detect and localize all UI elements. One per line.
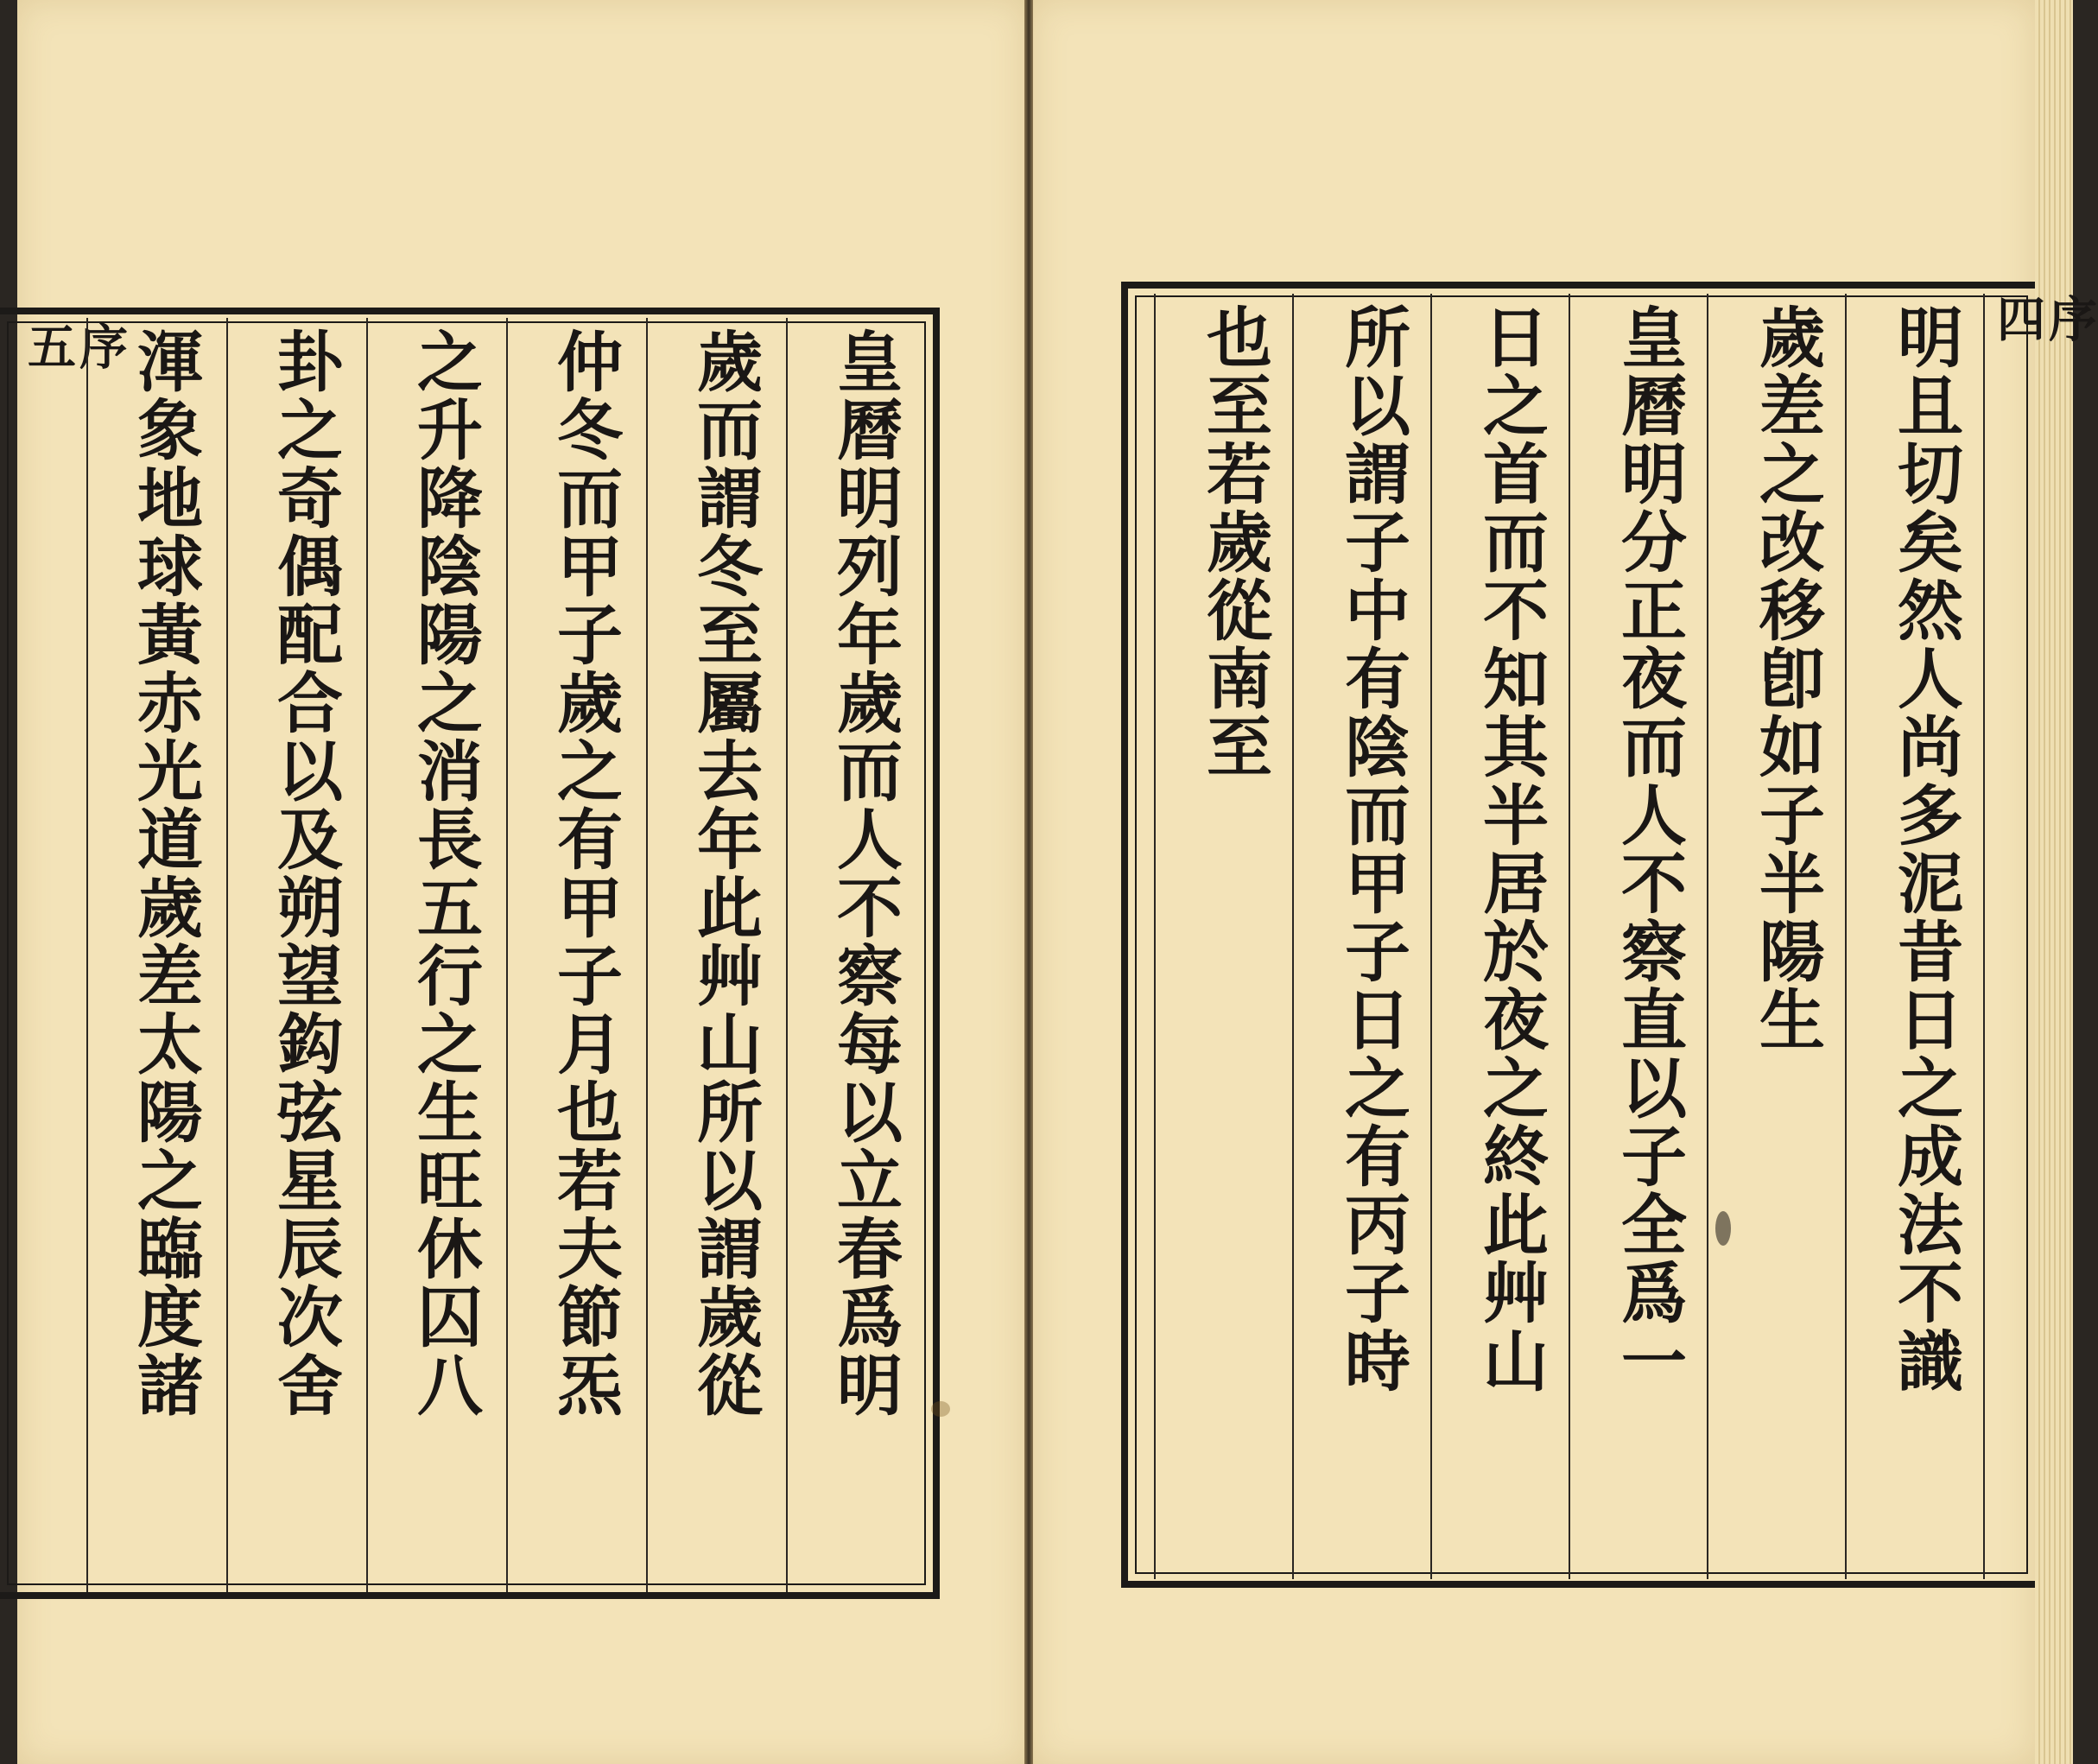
glyph: 歲 — [697, 324, 763, 401]
glyph: 從 — [697, 1348, 763, 1425]
glyph: 休 — [417, 1211, 483, 1288]
glyph: 其 — [1483, 709, 1549, 786]
glyph: 終 — [1483, 1119, 1549, 1196]
glyph: 半 — [1759, 846, 1825, 923]
glyph: 直 — [1621, 982, 1687, 1059]
glyph: 至 — [1207, 709, 1272, 786]
glyph: 差 — [137, 938, 203, 1015]
glyph: 艸 — [1483, 1255, 1549, 1332]
glyph: 尚 — [1898, 709, 1963, 786]
glyph: 以 — [1621, 1050, 1687, 1127]
glyph: 諸 — [137, 1348, 203, 1425]
column-rule — [86, 318, 88, 1592]
glyph: 鈎 — [277, 1006, 343, 1083]
glyph: 甲 — [557, 529, 623, 606]
glyph: 而 — [1483, 504, 1549, 581]
glyph: 長 — [417, 802, 483, 879]
glyph: 移 — [1759, 573, 1825, 650]
glyph: 偶 — [277, 529, 343, 606]
glyph: 以 — [697, 1143, 763, 1220]
glyph: 子 — [1345, 914, 1410, 991]
glyph: 首 — [1483, 436, 1549, 513]
left-margin-label — [20, 321, 129, 373]
glyph: 月 — [557, 1006, 623, 1083]
column-rule — [786, 318, 788, 1592]
glyph: 人 — [837, 802, 903, 879]
glyph: 陰 — [1345, 709, 1410, 786]
book-gutter — [1024, 0, 1033, 1764]
glyph: 南 — [1207, 641, 1272, 718]
right-column-5 — [1330, 300, 1425, 1400]
glyph: 識 — [1898, 1323, 1963, 1400]
glyph: 不 — [837, 870, 903, 947]
glyph: 不 — [1898, 1255, 1963, 1332]
left-column-6 — [123, 324, 218, 1425]
glyph: 從 — [1207, 573, 1272, 650]
left-column-1 — [822, 324, 917, 1425]
glyph: 以 — [837, 1075, 903, 1152]
glyph: 卦 — [277, 324, 343, 401]
glyph: 改 — [1759, 504, 1825, 581]
glyph: 所 — [697, 1075, 763, 1152]
left-margin-label-text: 序五 — [20, 321, 129, 370]
column-rule — [506, 318, 508, 1592]
glyph: 皇 — [837, 324, 903, 401]
glyph: 之 — [557, 733, 623, 810]
glyph: 夜 — [1621, 641, 1687, 718]
glyph: 全 — [1621, 1187, 1687, 1264]
glyph: 明 — [1621, 436, 1687, 513]
glyph: 子 — [557, 938, 623, 1015]
glyph: 朔 — [277, 870, 343, 947]
glyph: 明 — [837, 1348, 903, 1425]
glyph: 分 — [1621, 504, 1687, 581]
glyph: 辰 — [277, 1211, 343, 1288]
glyph: 之 — [1483, 1050, 1549, 1127]
glyph: 法 — [1898, 1187, 1963, 1264]
glyph: 泥 — [1898, 846, 1963, 923]
glyph: 至 — [1207, 368, 1272, 445]
glyph: 而 — [837, 733, 903, 810]
column-rule — [1292, 294, 1294, 1579]
glyph: 多 — [1898, 777, 1963, 854]
glyph: 且 — [1898, 368, 1963, 445]
left-column-5 — [263, 324, 358, 1425]
glyph: 明 — [837, 460, 903, 537]
column-rule — [366, 318, 368, 1592]
glyph: 年 — [697, 802, 763, 879]
glyph: 生 — [417, 1075, 483, 1152]
glyph: 陽 — [417, 597, 483, 674]
glyph: 列 — [837, 529, 903, 606]
glyph: 子 — [1621, 1119, 1687, 1196]
glyph: 象 — [137, 392, 203, 469]
glyph: 奇 — [277, 460, 343, 537]
right-column-3 — [1607, 300, 1702, 1400]
glyph: 成 — [1898, 1119, 1963, 1196]
right-column-2 — [1745, 300, 1840, 1059]
glyph: 赤 — [137, 665, 203, 742]
glyph: 如 — [1759, 709, 1825, 786]
glyph: 炁 — [557, 1348, 623, 1425]
right-column-1 — [1883, 300, 1978, 1400]
glyph: 謂 — [697, 1211, 763, 1288]
glyph: 而 — [1621, 709, 1687, 786]
glyph: 此 — [1483, 1187, 1549, 1264]
glyph: 冬 — [557, 392, 623, 469]
glyph: 八 — [417, 1348, 483, 1425]
glyph: 而 — [557, 460, 623, 537]
glyph: 以 — [277, 733, 343, 810]
glyph: 冬 — [697, 529, 763, 606]
glyph: 渾 — [137, 324, 203, 401]
paper-stain — [931, 1401, 950, 1417]
glyph: 爲 — [1621, 1255, 1687, 1332]
glyph: 甲 — [1345, 846, 1410, 923]
glyph: 此 — [697, 870, 763, 947]
glyph: 太 — [137, 1006, 203, 1083]
glyph: 之 — [1898, 1050, 1963, 1127]
glyph: 而 — [697, 392, 763, 469]
glyph: 子 — [1345, 504, 1410, 581]
glyph: 也 — [1207, 300, 1272, 377]
glyph: 昔 — [1898, 914, 1963, 991]
glyph: 半 — [1483, 777, 1549, 854]
glyph: 山 — [1483, 1323, 1549, 1400]
ink-blot — [1715, 1211, 1731, 1246]
glyph: 以 — [1345, 368, 1410, 445]
glyph: 所 — [1345, 300, 1410, 377]
right-column-4 — [1468, 300, 1563, 1400]
glyph: 歲 — [557, 665, 623, 742]
glyph: 之 — [1759, 436, 1825, 513]
glyph: 差 — [1759, 368, 1825, 445]
glyph: 矣 — [1898, 504, 1963, 581]
glyph: 謂 — [697, 460, 763, 537]
glyph: 日 — [1483, 300, 1549, 377]
glyph: 行 — [417, 938, 483, 1015]
column-rule — [226, 318, 228, 1592]
glyph: 然 — [1898, 573, 1963, 650]
glyph: 五 — [417, 870, 483, 947]
glyph: 次 — [277, 1279, 343, 1356]
glyph: 合 — [277, 665, 343, 742]
glyph: 之 — [277, 392, 343, 469]
glyph: 球 — [137, 529, 203, 606]
glyph: 旺 — [417, 1143, 483, 1220]
glyph: 陰 — [417, 529, 483, 606]
glyph: 居 — [1483, 846, 1549, 923]
glyph: 度 — [137, 1279, 203, 1356]
right-margin-label-text: 序四 — [1989, 294, 2098, 342]
glyph: 而 — [1345, 777, 1410, 854]
glyph: 人 — [1621, 777, 1687, 854]
glyph: 之 — [1345, 1050, 1410, 1127]
glyph: 子 — [1759, 777, 1825, 854]
glyph: 日 — [1345, 982, 1410, 1059]
glyph: 及 — [277, 802, 343, 879]
glyph: 歲 — [1759, 300, 1825, 377]
glyph: 夜 — [1483, 982, 1549, 1059]
column-rule — [1154, 294, 1156, 1579]
glyph: 時 — [1345, 1323, 1410, 1400]
glyph: 夫 — [557, 1211, 623, 1288]
glyph: 一 — [1621, 1323, 1687, 1400]
glyph: 升 — [417, 392, 483, 469]
glyph: 知 — [1483, 641, 1549, 718]
glyph: 察 — [1621, 914, 1687, 991]
glyph: 曆 — [837, 392, 903, 469]
glyph: 於 — [1483, 914, 1549, 991]
left-column-2 — [682, 324, 777, 1425]
glyph: 若 — [557, 1143, 623, 1220]
glyph: 每 — [837, 1006, 903, 1083]
glyph: 皇 — [1621, 300, 1687, 377]
glyph: 之 — [137, 1143, 203, 1220]
glyph: 子 — [557, 597, 623, 674]
right-margin-label — [1989, 294, 2098, 346]
glyph: 曆 — [1621, 368, 1687, 445]
right-column-6 — [1192, 300, 1287, 786]
glyph: 之 — [417, 324, 483, 401]
glyph: 望 — [277, 938, 343, 1015]
glyph: 子 — [1345, 1255, 1410, 1332]
glyph: 仲 — [557, 324, 623, 401]
column-rule — [646, 318, 648, 1592]
column-rule — [1430, 294, 1432, 1579]
glyph: 日 — [1898, 982, 1963, 1059]
glyph: 山 — [697, 1006, 763, 1083]
glyph: 光 — [137, 733, 203, 810]
left-column-4 — [402, 324, 498, 1425]
glyph: 切 — [1898, 436, 1963, 513]
glyph: 之 — [417, 665, 483, 742]
glyph: 地 — [137, 460, 203, 537]
glyph: 降 — [417, 460, 483, 537]
glyph: 之 — [417, 1006, 483, 1083]
glyph: 陽 — [1759, 914, 1825, 991]
glyph: 年 — [837, 597, 903, 674]
glyph: 正 — [1621, 573, 1687, 650]
glyph: 去 — [697, 733, 763, 810]
glyph: 立 — [837, 1143, 903, 1220]
glyph: 也 — [557, 1075, 623, 1152]
glyph: 臨 — [137, 1211, 203, 1288]
glyph: 舍 — [277, 1348, 343, 1425]
left-column-3 — [542, 324, 637, 1425]
glyph: 之 — [1483, 368, 1549, 445]
glyph: 若 — [1207, 436, 1272, 513]
column-rule — [1707, 294, 1708, 1579]
glyph: 有 — [557, 802, 623, 879]
column-rule — [1845, 294, 1847, 1579]
glyph: 歲 — [137, 870, 203, 947]
glyph: 歲 — [1207, 504, 1272, 581]
glyph: 弦 — [277, 1075, 343, 1152]
glyph: 不 — [1621, 846, 1687, 923]
glyph: 人 — [1898, 641, 1963, 718]
glyph: 歲 — [697, 1279, 763, 1356]
glyph: 明 — [1898, 300, 1963, 377]
glyph: 黃 — [137, 597, 203, 674]
glyph: 歲 — [837, 665, 903, 742]
glyph: 察 — [837, 938, 903, 1015]
glyph: 艸 — [697, 938, 763, 1015]
glyph: 屬 — [697, 665, 763, 742]
glyph: 爲 — [837, 1279, 903, 1356]
glyph: 有 — [1345, 1119, 1410, 1196]
glyph: 甲 — [557, 870, 623, 947]
glyph: 中 — [1345, 573, 1410, 650]
glyph: 生 — [1759, 982, 1825, 1059]
glyph: 丙 — [1345, 1187, 1410, 1264]
glyph: 消 — [417, 733, 483, 810]
glyph: 陽 — [137, 1075, 203, 1152]
glyph: 有 — [1345, 641, 1410, 718]
glyph: 卽 — [1759, 641, 1825, 718]
glyph: 至 — [697, 597, 763, 674]
glyph: 不 — [1483, 573, 1549, 650]
page-edges — [2035, 0, 2073, 1764]
glyph: 春 — [837, 1211, 903, 1288]
glyph: 道 — [137, 802, 203, 879]
glyph: 配 — [277, 597, 343, 674]
column-rule — [1569, 294, 1570, 1579]
glyph: 星 — [277, 1143, 343, 1220]
column-rule — [1983, 294, 1985, 1579]
glyph: 節 — [557, 1279, 623, 1356]
glyph: 囚 — [417, 1279, 483, 1356]
glyph: 謂 — [1345, 436, 1410, 513]
